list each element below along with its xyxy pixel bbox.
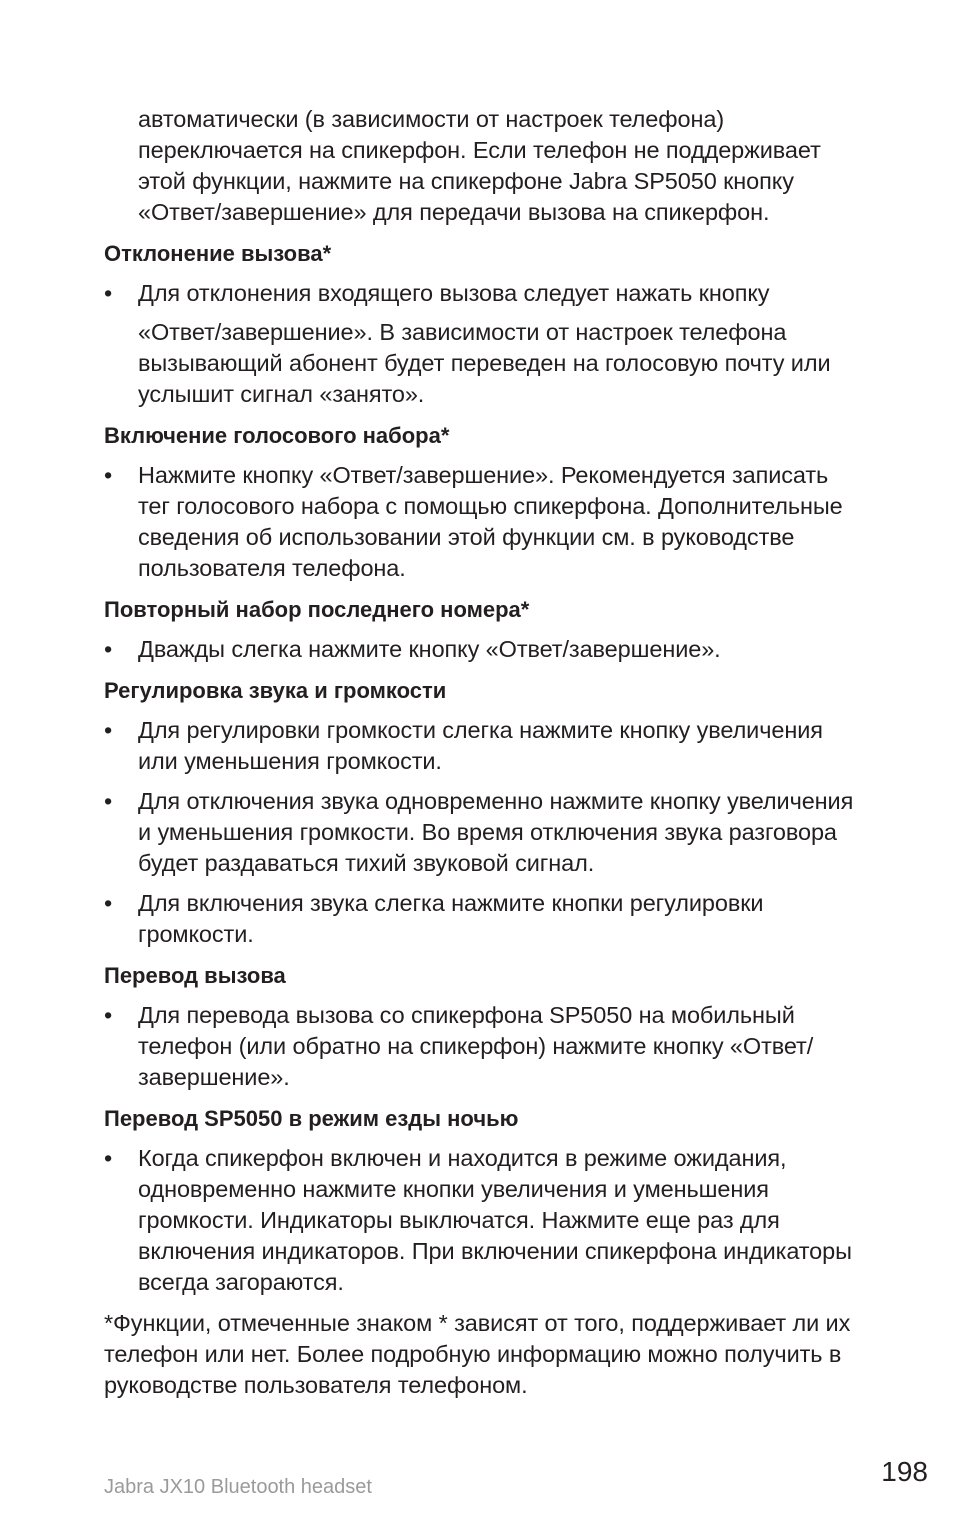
list-item bbox=[104, 1000, 864, 1093]
list-item-text: Когда спикерфон включен и находится в режиме ожидания, одновременно нажмите кнопки увеличения и уменьшения громкости. Индикаторы выключатся. Нажмите еще раз для включения индикаторов. При включении спикерфона индикаторы всегда загораются. bbox=[138, 1145, 852, 1295]
list-item bbox=[104, 460, 864, 584]
list-item bbox=[104, 278, 864, 309]
section-heading: Перевод вызова bbox=[104, 963, 286, 988]
bullet-icon: • bbox=[104, 1145, 113, 1171]
list-item-text: Дважды слегка нажмите кнопку «Ответ/завершение». bbox=[138, 636, 721, 662]
footnote: *Функции, отмеченные знаком * зависят от того, поддерживает ли их телефон или нет. Более подробную информацию можно получить в руководстве пользователя телефоном. bbox=[104, 1310, 851, 1398]
section-decline-call bbox=[104, 238, 864, 410]
section-heading: Отклонение вызова* bbox=[104, 241, 332, 266]
list-item-text: Для перевода вызова со спикерфона SP5050 на мобильный телефон (или обратно на спикерфон) нажмите кнопку «Ответ/завершение». bbox=[138, 1002, 814, 1090]
section-heading: Перевод SP5050 в режим езды ночью bbox=[104, 1106, 519, 1131]
intro-paragraph: автоматически (в зависимости от настроек телефона) переключается на спикерфон. Если телефон не поддерживает этой функции, нажмите на спикерфоне Jabra SP5050 кнопку «Ответ/завершение» для передачи вызова на спикерфон. bbox=[138, 106, 821, 225]
section-transfer-call bbox=[104, 960, 864, 1093]
section-heading: Повторный набор последнего номера* bbox=[104, 597, 530, 622]
section-heading: Регулировка звука и громкости bbox=[104, 678, 447, 703]
list-item-text: Для отклонения входящего вызова следует нажать кнопку bbox=[138, 280, 770, 306]
list-item bbox=[104, 715, 864, 777]
section-heading: Включение голосового набора* bbox=[104, 423, 450, 448]
bullet-icon: • bbox=[104, 1002, 113, 1028]
page-number: 198 bbox=[881, 1456, 928, 1487]
bullet-icon: • bbox=[104, 636, 113, 662]
bullet-icon: • bbox=[104, 788, 113, 814]
list-item-text: Для включения звука слегка нажмите кнопки регулировки громкости. bbox=[138, 890, 764, 947]
section-redial bbox=[104, 594, 864, 665]
section-night-mode bbox=[104, 1103, 864, 1298]
list-item bbox=[104, 888, 864, 950]
list-item bbox=[104, 1143, 864, 1298]
footer-product-name: Jabra JX10 Bluetooth headset bbox=[104, 1476, 372, 1498]
bullet-icon: • bbox=[104, 280, 113, 306]
bullet-icon: • bbox=[104, 717, 113, 743]
bullet-icon: • bbox=[104, 890, 113, 916]
list-item-text: Для отключения звука одновременно нажмите кнопку увеличения и уменьшения громкости. Во время отключения звука разговора будет раздаваться тихий звуковой сигнал. bbox=[138, 788, 854, 876]
section-volume bbox=[104, 675, 864, 950]
list-item bbox=[104, 634, 864, 665]
bullet-icon: • bbox=[104, 462, 113, 488]
list-item-continuation: «Ответ/завершение». В зависимости от настроек телефона вызывающий абонент будет переведен на голосовую почту или услышит сигнал «занято». bbox=[138, 319, 831, 407]
section-voice-dial bbox=[104, 420, 864, 584]
list-item-text: Нажмите кнопку «Ответ/завершение». Рекомендуется записать тег голосового набора с помощью спикерфона. Дополнительные сведения об использовании этой функции см. в руководстве пользователя телефона. bbox=[138, 462, 843, 581]
document-body bbox=[104, 104, 864, 1401]
list-item-text: Для регулировки громкости слегка нажмите кнопку увеличения или уменьшения громкости. bbox=[138, 717, 823, 774]
list-item bbox=[104, 786, 864, 879]
